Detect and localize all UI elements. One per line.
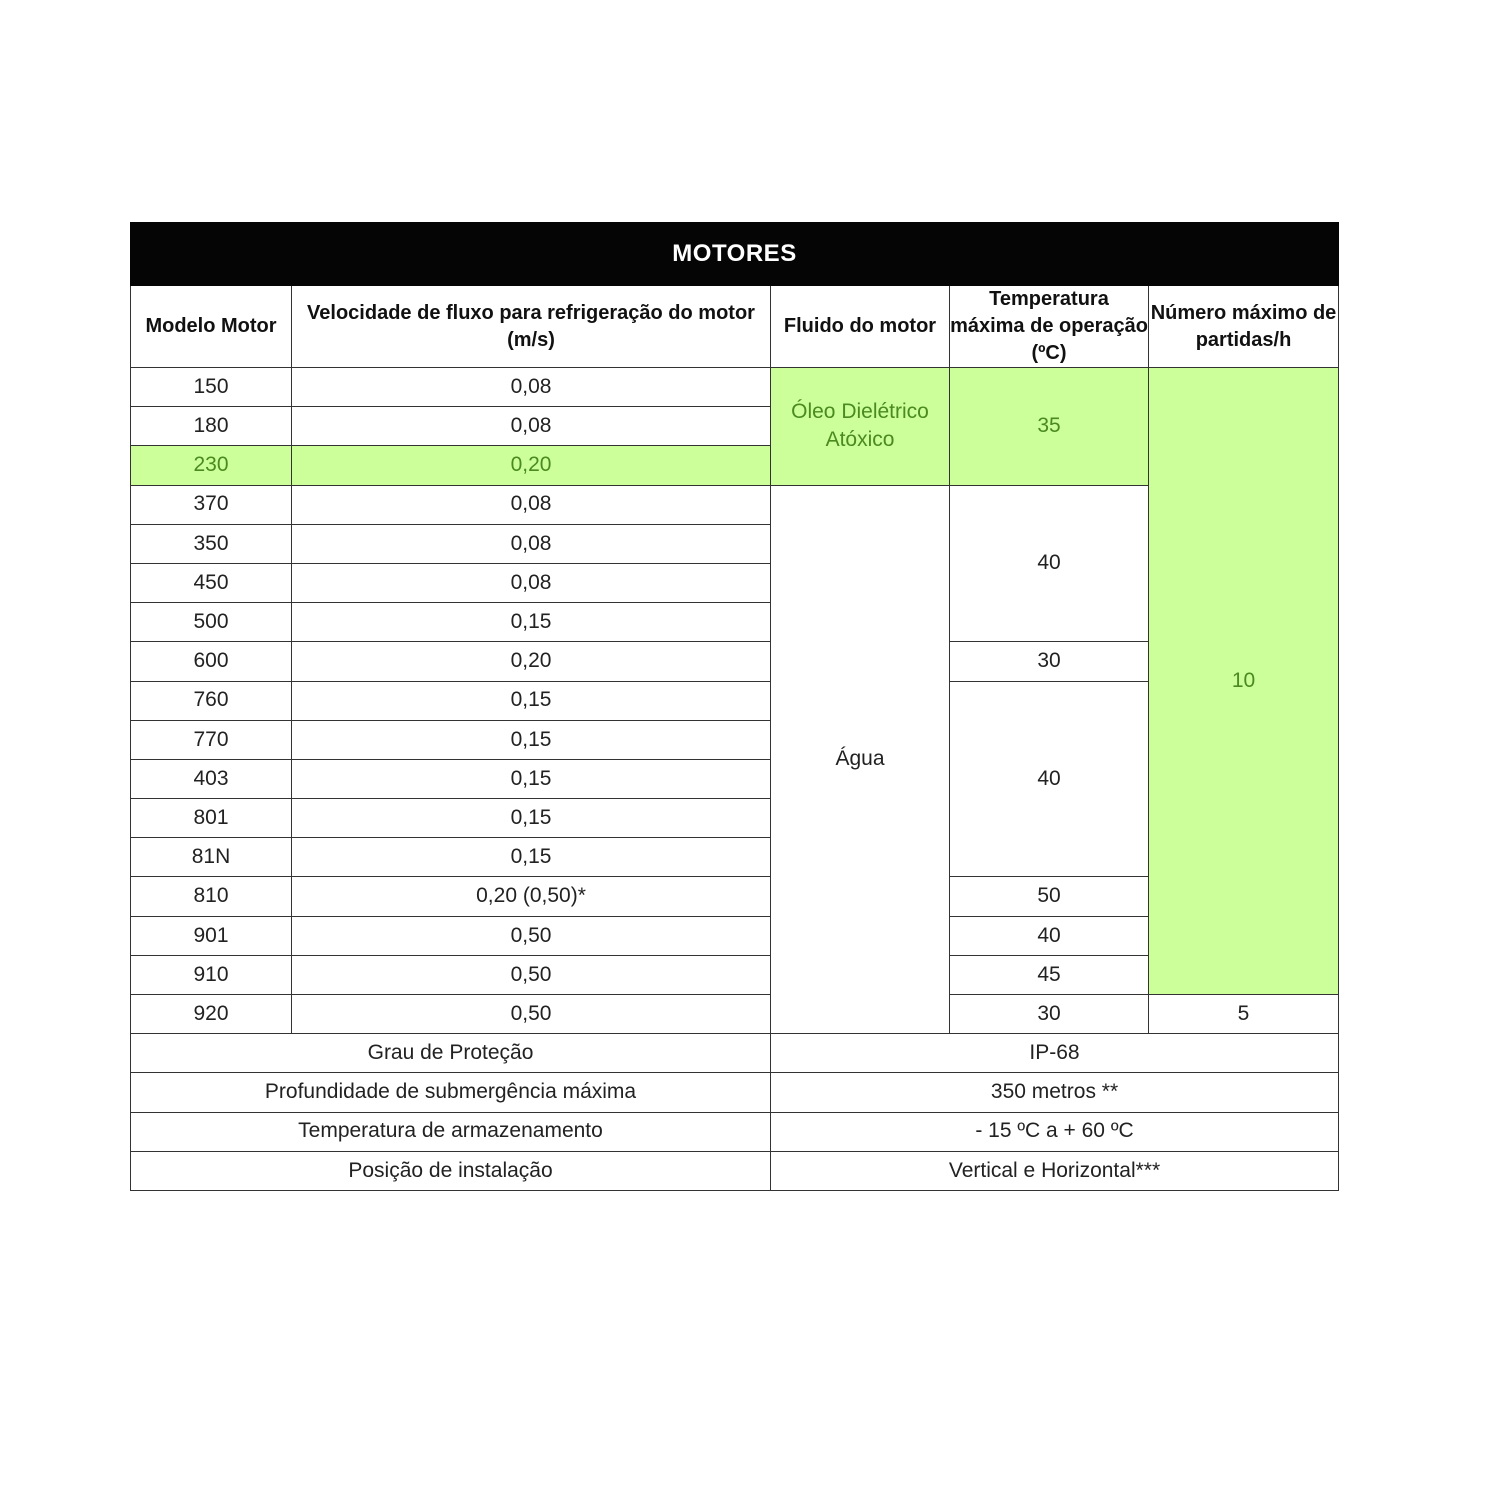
temp-cell: 40	[950, 681, 1149, 877]
temp-cell: 50	[950, 877, 1149, 916]
temp-cell: 40	[950, 916, 1149, 955]
header-model: Modelo Motor	[131, 286, 292, 368]
flow-cell: 0,08	[292, 407, 771, 446]
model-cell: 403	[131, 759, 292, 798]
model-cell: 180	[131, 407, 292, 446]
motores-table-wrapper	[130, 222, 1338, 1191]
model-cell: 81N	[131, 838, 292, 877]
model-cell: 600	[131, 642, 292, 681]
model-cell: 450	[131, 563, 292, 602]
flow-cell: 0,50	[292, 916, 771, 955]
spec-row	[131, 1112, 1339, 1151]
header-fluid: Fluido do motor	[771, 286, 950, 368]
model-cell: 500	[131, 603, 292, 642]
flow-cell: 0,08	[292, 485, 771, 524]
spec-value: Vertical e Horizontal***	[771, 1151, 1339, 1190]
flow-cell: 0,20 (0,50)*	[292, 877, 771, 916]
model-cell: 920	[131, 995, 292, 1034]
flow-cell: 0,08	[292, 368, 771, 407]
temp-cell: 40	[950, 485, 1149, 642]
starts-cell: 10	[1149, 368, 1339, 995]
model-cell: 230	[131, 446, 292, 485]
model-cell: 801	[131, 799, 292, 838]
flow-cell: 0,15	[292, 838, 771, 877]
spec-row	[131, 1034, 1339, 1073]
model-cell: 901	[131, 916, 292, 955]
flow-cell: 0,20	[292, 446, 771, 485]
spec-value: 350 metros **	[771, 1073, 1339, 1112]
spec-row	[131, 1151, 1339, 1190]
flow-cell: 0,50	[292, 995, 771, 1034]
flow-cell: 0,15	[292, 799, 771, 838]
header-starts: Número máximo de partidas/h	[1149, 286, 1339, 368]
model-cell: 810	[131, 877, 292, 916]
spec-value: IP-68	[771, 1034, 1339, 1073]
flow-cell: 0,08	[292, 524, 771, 563]
spec-value: - 15 ºC a + 60 ºC	[771, 1112, 1339, 1151]
flow-cell: 0,20	[292, 642, 771, 681]
spec-row	[131, 1073, 1339, 1112]
header-flow: Velocidade de fluxo para refrigeração do motor (m/s)	[292, 286, 771, 368]
flow-cell: 0,08	[292, 563, 771, 602]
temp-cell: 45	[950, 955, 1149, 994]
motores-table	[130, 222, 1339, 1191]
model-cell: 910	[131, 955, 292, 994]
model-cell: 760	[131, 681, 292, 720]
table-title: MOTORES	[131, 223, 1339, 286]
table-row	[131, 368, 1339, 407]
spec-label: Posição de instalação	[131, 1151, 771, 1190]
temp-cell: 35	[950, 368, 1149, 486]
model-cell: 770	[131, 720, 292, 759]
fluid-water-cell: Água	[771, 485, 950, 1034]
model-cell: 370	[131, 485, 292, 524]
flow-cell: 0,50	[292, 955, 771, 994]
flow-cell: 0,15	[292, 720, 771, 759]
spec-label: Temperatura de armazenamento	[131, 1112, 771, 1151]
temp-cell: 30	[950, 642, 1149, 681]
starts-cell: 5	[1149, 995, 1339, 1034]
spec-label: Grau de Proteção	[131, 1034, 771, 1073]
header-row	[131, 286, 1339, 368]
flow-cell: 0,15	[292, 603, 771, 642]
title-row	[131, 223, 1339, 286]
table-row	[131, 995, 1339, 1034]
header-temp: Temperatura máxima de operação (ºC)	[950, 286, 1149, 368]
flow-cell: 0,15	[292, 681, 771, 720]
fluid-oil-cell: Óleo Dielétrico Atóxico	[771, 368, 950, 486]
model-cell: 150	[131, 368, 292, 407]
model-cell: 350	[131, 524, 292, 563]
temp-cell: 30	[950, 995, 1149, 1034]
spec-label: Profundidade de submergência máxima	[131, 1073, 771, 1112]
flow-cell: 0,15	[292, 759, 771, 798]
